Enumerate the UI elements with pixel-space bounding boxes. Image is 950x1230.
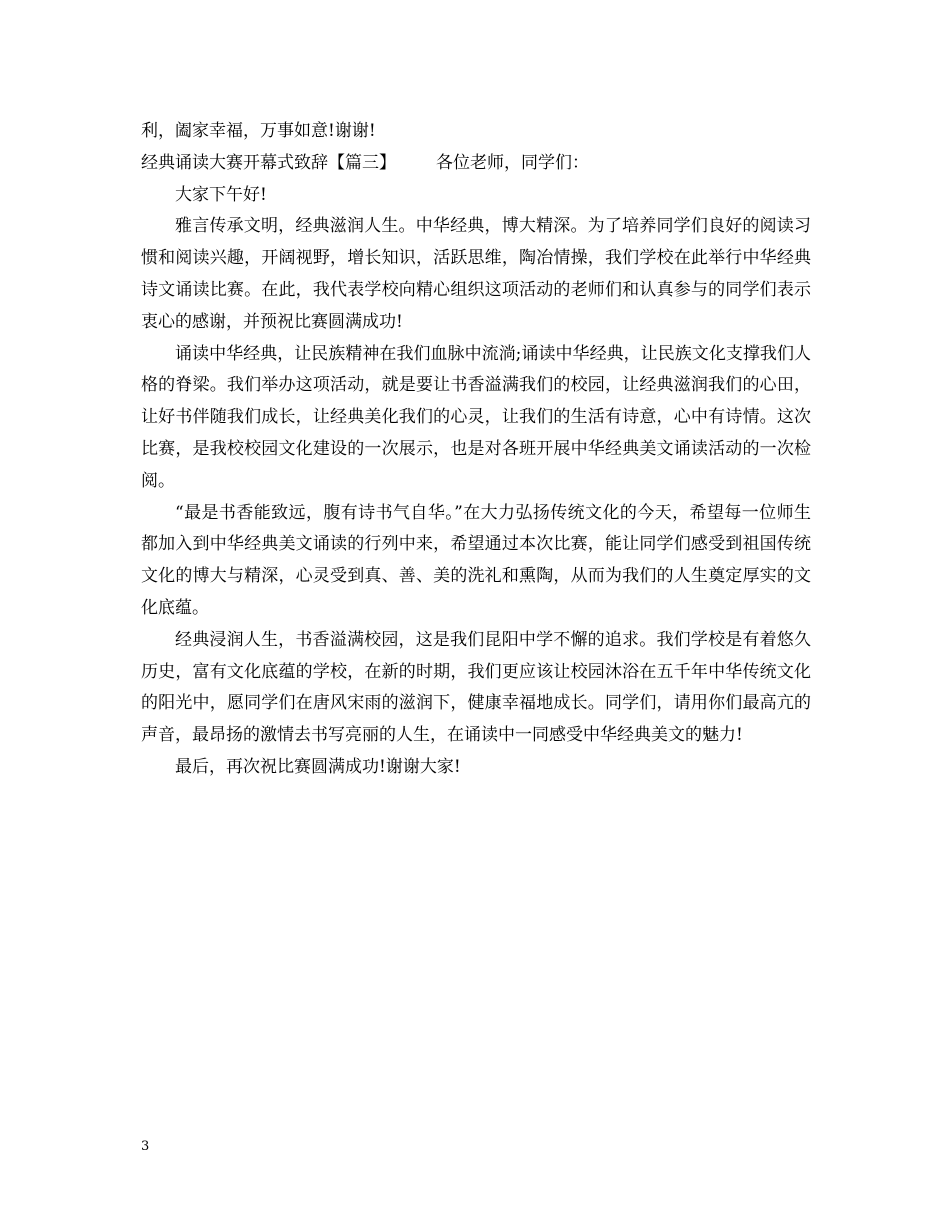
- paragraph-1: 雅言传承文明，经典滋润人生。中华经典，博大精深。为了培养同学们良好的阅读习惯和阅读兴趣，开阔视野，增长知识，活跃思维，陶冶情操，我们学校在此举行中华经典诗文诵读比赛。在此，我代表学校向精心组织这项活动的老师们和认真参与的同学们表示衷心的感谢，并预祝比赛圆满成功!: [141, 216, 811, 332]
- page-number: 3: [141, 1139, 150, 1154]
- salutation: 各位老师，同学们：: [436, 152, 589, 173]
- paragraph-3: “最是书香能致远，腹有诗书气自华。”在大力弘扬传统文化的今天，希望每一位师生都加入到中华经典美文诵读的行列中来，希望通过本次比赛，能让同学们感受到祖国传统文化的博大与精深，心灵受到真、善、美的洗礼和熏陶，从而为我们的人生奠定厚实的文化底蕴。: [141, 502, 811, 618]
- paragraph-4: 经典浸润人生，书香溢满校园，这是我们昆阳中学不懈的追求。我们学校是有着悠久历史，富有文化底蕴的学校，在新的时期，我们更应该让校园沐浴在五千年中华传统文化的阳光中，愿同学们在唐风宋雨的滋润下，健康幸福地成长。同学们，请用你们最高亢的声音，最昂扬的激情去书写亮丽的人生，在诵读中一同感受中华经典美文的魅力!: [141, 629, 811, 746]
- section-heading-line: [141, 148, 811, 180]
- paragraph-5: 最后，再次祝比赛圆满成功!谢谢大家!: [175, 756, 461, 777]
- section-title: 经典诵读大赛开幕式致辞【篇三】: [141, 152, 396, 173]
- greeting: 大家下午好!: [175, 184, 267, 205]
- paragraph-2: 诵读中华经典，让民族精神在我们血脉中流淌;诵读中华经典，让民族文化支撑我们人格的脊梁。我们举办这项活动，就是要让书香溢满我们的校园，让经典滋润我们的心田，让好书伴随我们成长，让经典美化我们的心灵，让我们的生活有诗意，心中有诗情。这次比赛，是我校校园文化建设的一次展示，也是对各班开展中华经典美文诵读活动的一次检阅。: [141, 343, 811, 491]
- continuation-line: 利，阖家幸福，万事如意!谢谢!: [141, 121, 376, 141]
- document-body: [141, 116, 811, 784]
